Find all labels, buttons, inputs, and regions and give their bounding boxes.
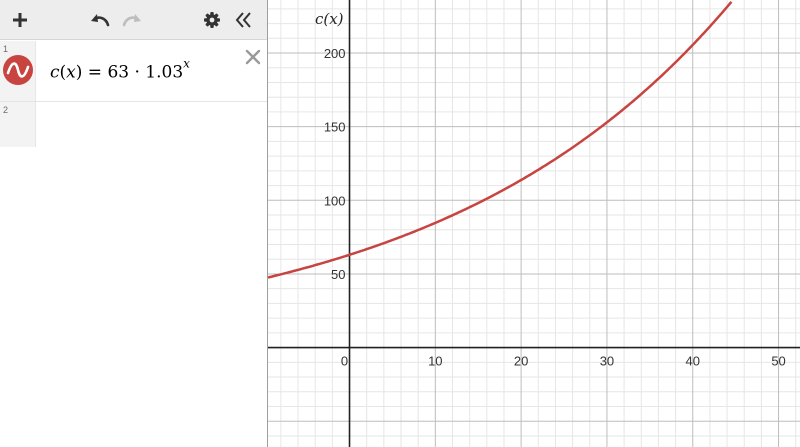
- close-icon: [245, 49, 261, 65]
- redo-icon: [121, 12, 143, 28]
- tick-labels: [315, 10, 786, 369]
- y-tick-label: 200: [323, 46, 346, 62]
- delete-expression-button[interactable]: [243, 47, 263, 67]
- expression-exponent: x: [183, 56, 190, 71]
- undo-button[interactable]: [86, 6, 114, 34]
- close-paren: ): [75, 62, 83, 83]
- function-name: c: [50, 62, 60, 83]
- x-tick-label: 10: [428, 353, 443, 369]
- major-gridlines: [268, 0, 800, 447]
- y-tick-label: 50: [331, 266, 346, 282]
- minor-gridlines: [268, 0, 800, 447]
- open-paren: (: [59, 62, 67, 83]
- redo-button[interactable]: [118, 6, 146, 34]
- x-tick-label: 40: [685, 353, 700, 369]
- expression-row-empty[interactable]: [0, 102, 267, 147]
- graph-style-toggle[interactable]: [3, 55, 33, 85]
- add-item-button[interactable]: [6, 6, 34, 34]
- y-axis-title: c(x): [314, 10, 344, 28]
- expression-row[interactable]: [0, 41, 267, 102]
- x-tick-label: 50: [771, 353, 786, 369]
- x-tick-label: 0: [340, 353, 349, 369]
- settings-button[interactable]: [198, 6, 226, 34]
- x-tick-label: 30: [599, 353, 615, 369]
- expression-input[interactable]: [50, 56, 190, 83]
- graph-plot[interactable]: [268, 0, 800, 447]
- plus-icon: [11, 11, 29, 29]
- collapse-panel-button[interactable]: [230, 6, 258, 34]
- equals-sign: =: [82, 62, 108, 83]
- undo-icon: [89, 12, 111, 28]
- wave-icon: [6, 62, 30, 78]
- expression-gutter: [0, 102, 36, 147]
- y-tick-label: 100: [323, 193, 346, 209]
- x-tick-label: 20: [513, 353, 529, 369]
- expression-panel: [0, 0, 268, 447]
- expression-index: 1: [3, 44, 9, 54]
- expression-base: 63 · 1.03: [107, 62, 184, 83]
- gear-icon: [203, 11, 221, 29]
- graph-canvas[interactable]: [268, 0, 800, 447]
- expression-gutter: [0, 41, 36, 101]
- y-tick-label: 150: [323, 119, 346, 135]
- function-variable: x: [66, 62, 76, 83]
- series-0-curve: [268, 2, 731, 278]
- expression-index: 2: [3, 105, 9, 115]
- double-chevron-left-icon: [234, 11, 254, 29]
- axes: [268, 0, 800, 447]
- curves: [268, 2, 731, 278]
- expression-toolbar: [0, 0, 267, 40]
